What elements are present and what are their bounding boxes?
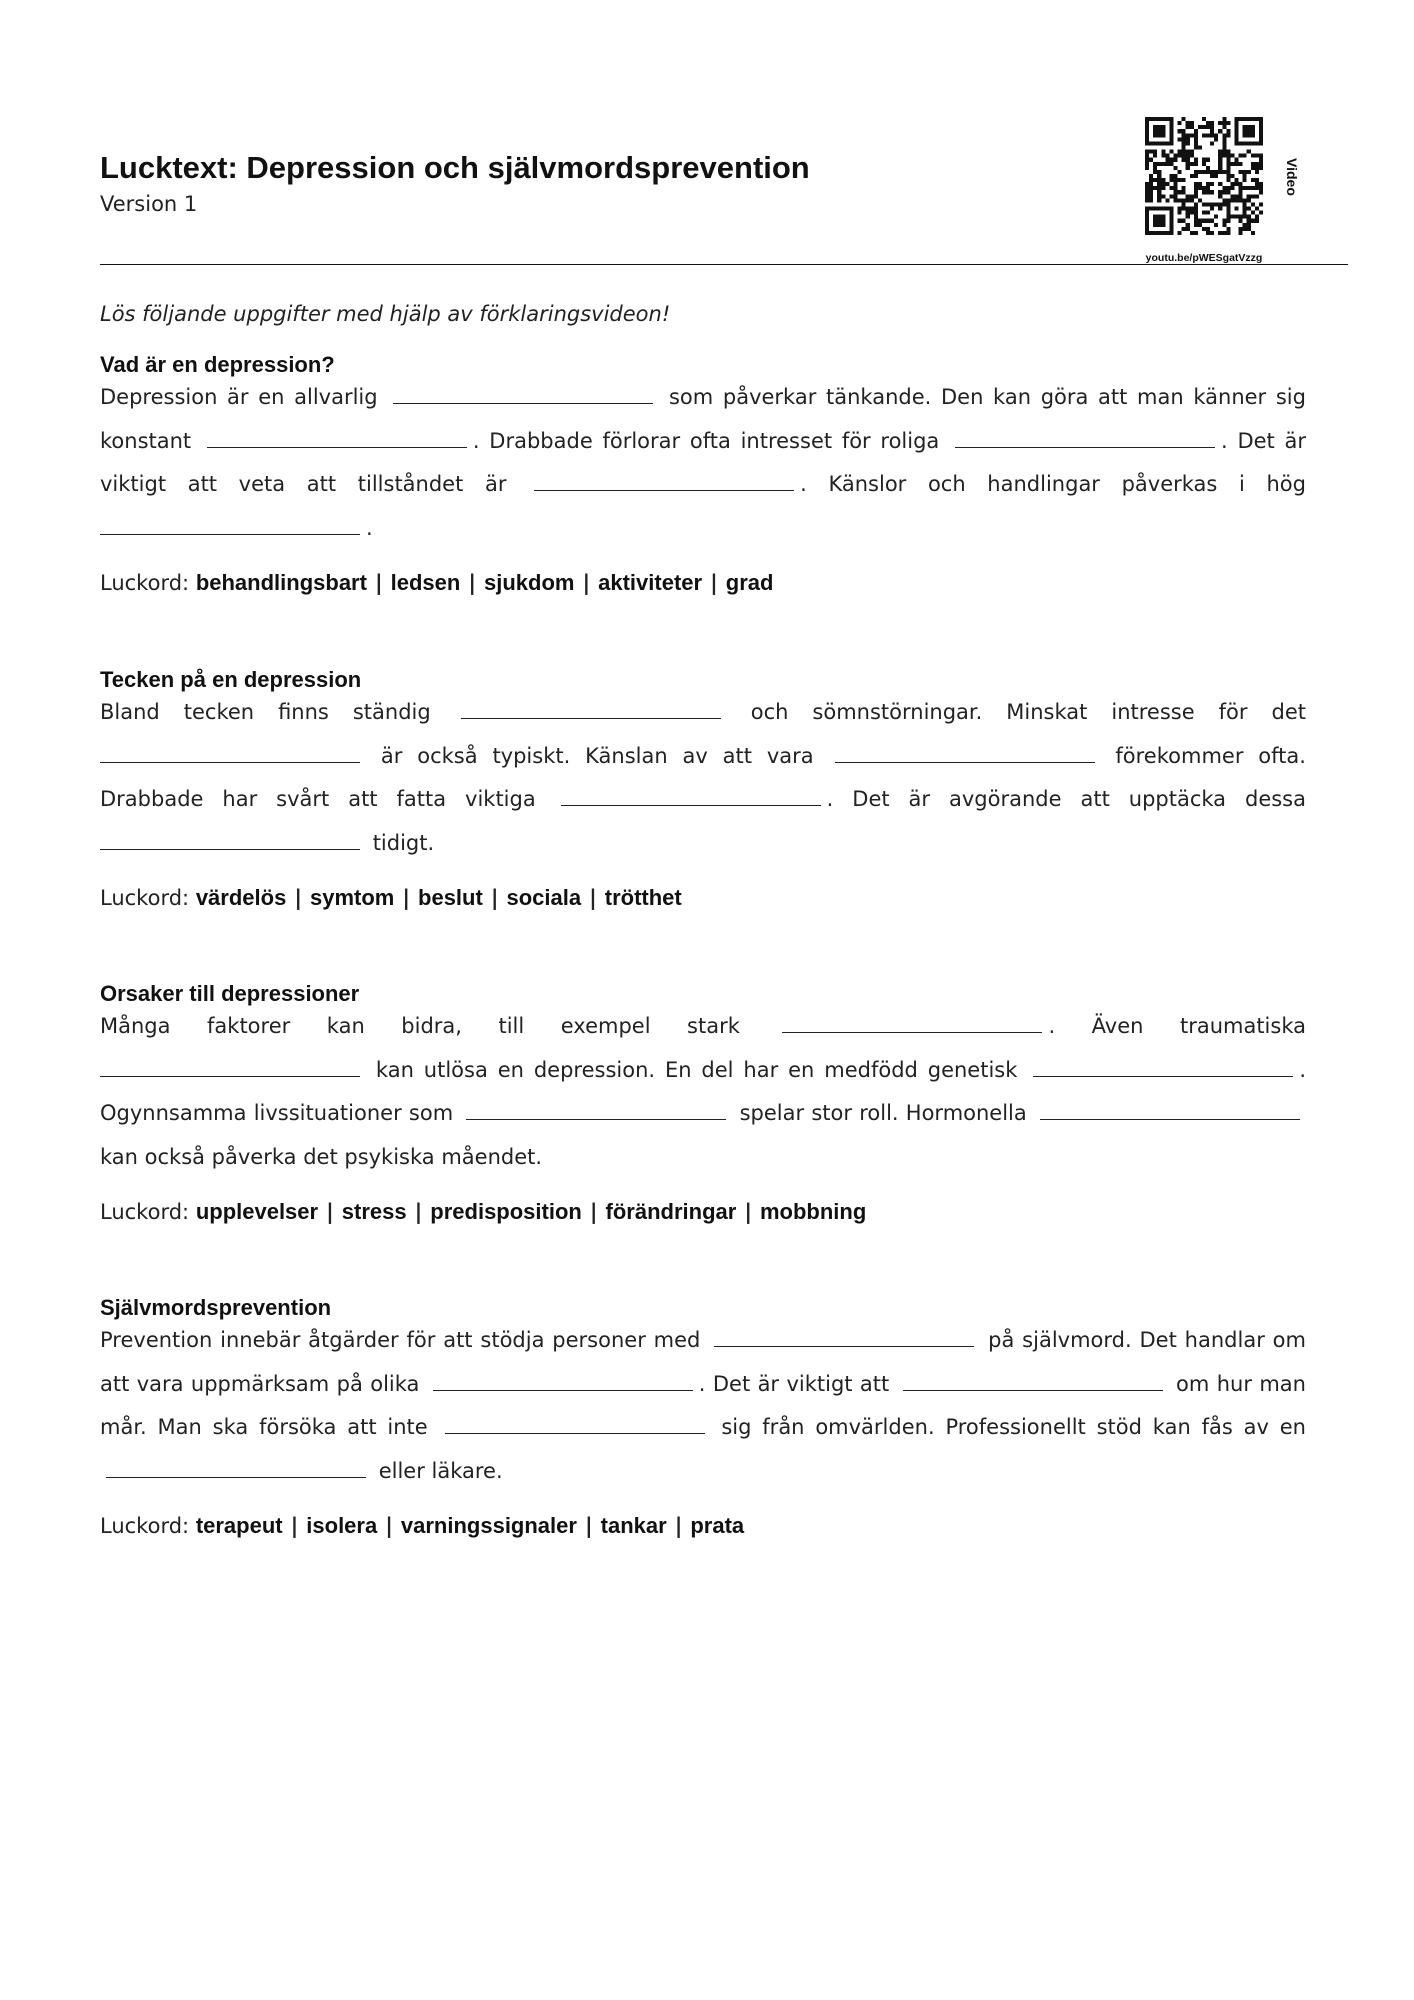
word-bank-item: sjukdom <box>483 570 575 595</box>
cloze-paragraph <box>100 1005 1306 1179</box>
text-segment: kan också påverka det psykiska måendet. <box>100 1144 543 1169</box>
word-bank-item: predisposition <box>430 1199 582 1224</box>
text-segment: . Ogynnsamma livssituationer som <box>100 1057 1306 1125</box>
blank-field[interactable] <box>100 761 360 763</box>
section-vad-ar-depression <box>100 350 1306 596</box>
section-heading: Orsaker till depressioner <box>100 981 360 1006</box>
word-bank: Luckord: behandlingsbart | ledsen | sjukdom | aktiviteter | grad <box>100 570 774 595</box>
cloze-paragraph <box>100 376 1306 550</box>
section-heading: Självmordsprevention <box>100 1295 332 1320</box>
video-label: Video <box>1284 158 1300 196</box>
word-bank-item: behandlingsbart <box>195 570 367 595</box>
text-segment: eller läkare. <box>378 1458 503 1483</box>
text-segment: sig från omvärlden. Professionellt stöd kan fås av en <box>721 1415 1306 1439</box>
text-segment: . <box>366 515 373 540</box>
word-bank-item: beslut <box>418 885 483 910</box>
blank-field[interactable] <box>106 1476 366 1478</box>
blank-field[interactable] <box>1033 1075 1293 1077</box>
text-segment: Bland tecken finns ständig <box>100 700 431 724</box>
word-bank-item: sociala <box>506 885 582 910</box>
text-segment: spelar stor roll. Hormonella <box>739 1101 1027 1125</box>
word-bank-item: tankar <box>600 1513 667 1538</box>
text-segment: kan utlösa en depression. En del har en medfödd genetisk <box>375 1057 1018 1082</box>
text-segment: . Det är viktigt att <box>698 1371 890 1396</box>
text-segment: Många faktorer kan bidra, till exempel stark <box>100 1014 740 1038</box>
word-bank: Luckord: terapeut | isolera | varningssignaler | tankar | prata <box>100 1513 745 1538</box>
text-segment: som påverkar tänkande. Den kan göra att man känner sig konstant <box>100 385 1306 453</box>
blank-field[interactable] <box>445 1432 705 1434</box>
text-segment: . Det är avgörande att upptäcka dessa <box>826 787 1306 811</box>
text-segment: om hur man mår. Man ska försöka att inte <box>100 1371 1306 1439</box>
section-heading: Vad är en depression? <box>100 352 335 377</box>
text-segment: förekommer ofta. Drabbade har svårt att fatta viktiga <box>100 743 1306 811</box>
blank-field[interactable] <box>1040 1118 1300 1120</box>
word-bank-item: varningssignaler <box>400 1513 577 1538</box>
word-bank-item: ledsen <box>390 570 461 595</box>
blank-field[interactable] <box>100 848 360 850</box>
word-bank-label: Luckord: <box>100 886 190 910</box>
video-url[interactable]: youtu.be/pWESgatVzzg <box>1145 252 1263 264</box>
word-bank-label: Luckord: <box>100 571 190 595</box>
word-bank-item: aktiviteter <box>598 570 703 595</box>
text-segment: Prevention innebär åtgärder för att stödja personer med <box>100 1328 701 1352</box>
word-bank-item: prata <box>690 1513 745 1538</box>
blank-field[interactable] <box>466 1118 726 1120</box>
blank-field[interactable] <box>782 1031 1042 1033</box>
section-sjalvmordsprevention <box>100 1293 1306 1539</box>
blank-field[interactable] <box>100 1075 360 1077</box>
blank-field[interactable] <box>433 1389 693 1391</box>
qr-code-icon[interactable] <box>1145 117 1263 235</box>
word-bank-item: terapeut <box>195 1513 283 1538</box>
page-title: Lucktext: Depression och självmordsprevention <box>100 150 810 185</box>
cloze-paragraph <box>100 691 1306 865</box>
blank-field[interactable] <box>903 1389 1163 1391</box>
word-bank-item: förändringar <box>605 1199 737 1224</box>
word-bank-item: värdelös <box>195 885 287 910</box>
text-segment: . Känslor och handlingar påverkas i hög <box>800 472 1306 496</box>
text-segment: . Drabbade förlorar ofta intresset för roliga <box>472 428 940 453</box>
text-segment: tidigt. <box>372 830 435 855</box>
text-segment: är också typiskt. Känslan av att vara <box>380 743 814 768</box>
word-bank-label: Luckord: <box>100 1200 190 1224</box>
section-heading: Tecken på en depression <box>100 667 362 692</box>
word-bank: Luckord: upplevelser | stress | predisposition | förändringar | mobbning <box>100 1199 867 1224</box>
word-bank-item: upplevelser <box>195 1199 319 1224</box>
word-bank-item: mobbning <box>759 1199 867 1224</box>
blank-field[interactable] <box>835 761 1095 763</box>
text-segment: på självmord. Det handlar om att vara uppmärksam på olika <box>100 1328 1306 1396</box>
text-segment: . Även traumatiska <box>1048 1014 1306 1038</box>
blank-field[interactable] <box>207 446 467 448</box>
word-bank-label: Luckord: <box>100 1514 190 1538</box>
blank-field[interactable] <box>955 446 1215 448</box>
header-divider <box>100 264 1348 265</box>
blank-field[interactable] <box>561 804 821 806</box>
instructions: Lös följande uppgifter med hjälp av förklaringsvideon! <box>100 302 671 326</box>
word-bank-item: trötthet <box>604 885 682 910</box>
word-bank-item: stress <box>341 1199 407 1224</box>
text-segment: och sömnstörningar. Minskat intresse för det <box>750 700 1306 724</box>
blank-field[interactable] <box>714 1345 974 1347</box>
blank-field[interactable] <box>534 489 794 491</box>
word-bank-item: isolera <box>306 1513 378 1538</box>
version-label: Version 1 <box>100 192 198 216</box>
word-bank-item: grad <box>725 570 774 595</box>
blank-field[interactable] <box>393 402 653 404</box>
section-tecken <box>100 665 1306 911</box>
blank-field[interactable] <box>100 533 360 535</box>
word-bank-item: symtom <box>309 885 395 910</box>
text-segment: . Det är viktigt att veta att tillståndet är <box>100 428 1306 496</box>
section-orsaker <box>100 979 1306 1225</box>
blank-field[interactable] <box>461 717 721 719</box>
text-segment: Depression är en allvarlig <box>100 385 378 409</box>
word-bank: Luckord: värdelös | symtom | beslut | sociala | trötthet <box>100 885 682 910</box>
cloze-paragraph <box>100 1319 1306 1493</box>
